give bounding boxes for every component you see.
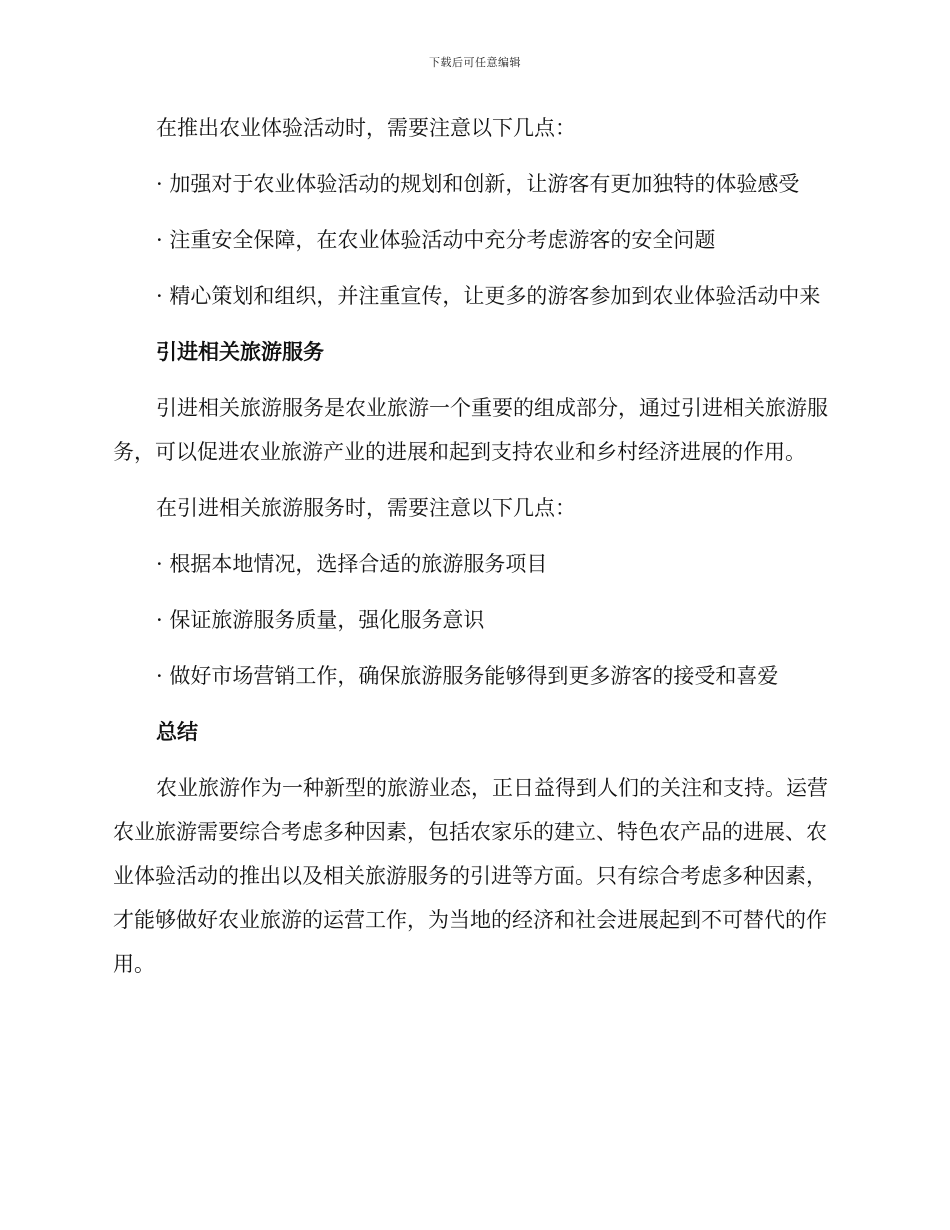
- bullet-item: · 注重安全保障，在农业体验活动中充分考虑游客的安全问题: [156, 228, 716, 252]
- paragraph: 引进相关旅游服务是农业旅游一个重要的组成部分，通过引进相关旅游服务，可以促进农业旅游产业的进展和起到支持农业和乡村经济进展的作用。: [113, 396, 828, 464]
- page-header: 下载后可任意编辑: [429, 56, 521, 69]
- section-heading: 引进相关旅游服务: [156, 339, 324, 364]
- bullet-item: · 精心策划和组织，并注重宣传，让更多的游客参加到农业体验活动中来: [156, 284, 821, 308]
- paragraph: 在引进相关旅游服务时，需要注意以下几点：: [156, 496, 576, 520]
- section-heading: 总结: [156, 719, 198, 744]
- bullet-item: · 做好市场营销工作，确保旅游服务能够得到更多游客的接受和喜爱: [156, 664, 779, 688]
- bullet-item: · 加强对于农业体验活动的规划和创新，让游客有更加独特的体验感受: [156, 172, 800, 196]
- paragraph: 在推出农业体验活动时，需要注意以下几点：: [156, 116, 576, 140]
- bullet-item: · 保证旅游服务质量，强化服务意识: [156, 608, 485, 632]
- paragraph: 农业旅游作为一种新型的旅游业态，正日益得到人们的关注和支持。运营农业旅游需要综合考虑多种因素，包括农家乐的建立、特色农产品的进展、农业体验活动的推出以及相关旅游服务的引进等方面。只有综合考虑多种因素，才能够做好农业旅游的运营工作，为当地的经济和社会进展起到不可替代的作用。: [113, 776, 828, 976]
- document-body: [113, 106, 835, 998]
- bullet-item: · 根据本地情况，选择合适的旅游服务项目: [156, 552, 548, 576]
